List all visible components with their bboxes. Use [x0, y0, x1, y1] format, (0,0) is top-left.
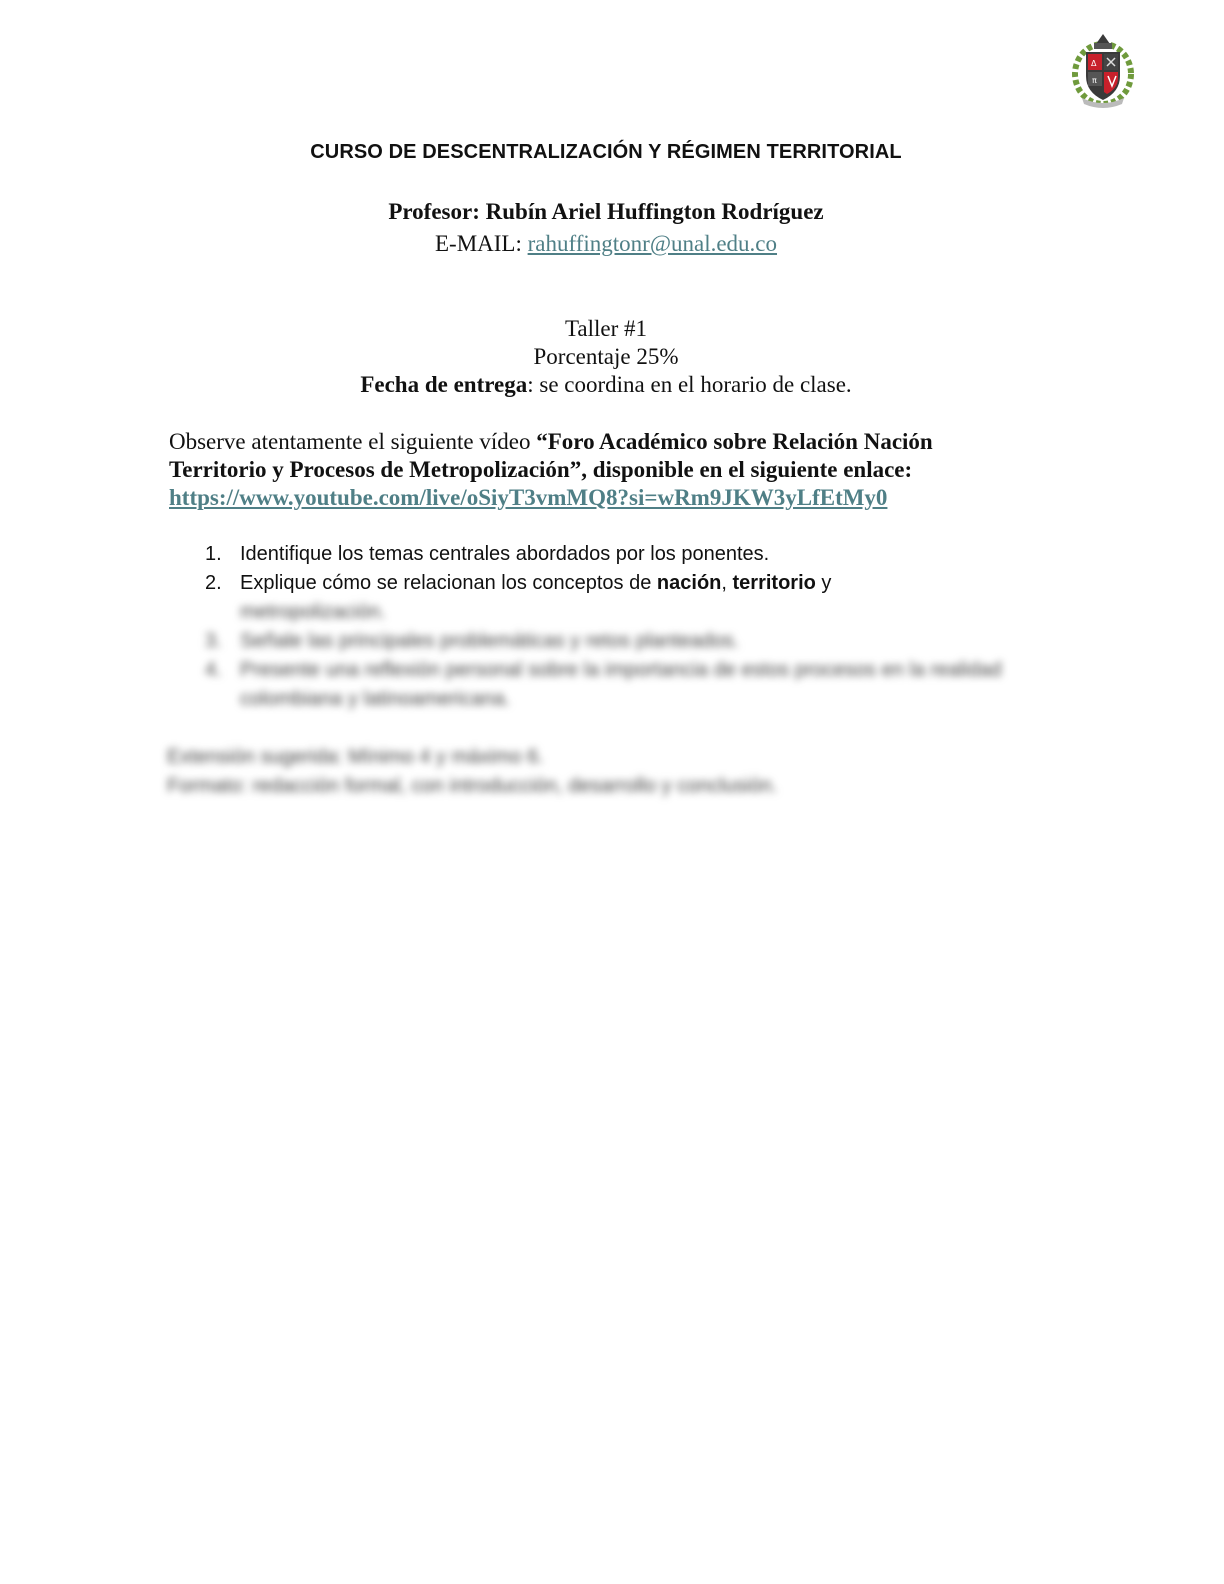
professor-label: Profesor: [388, 199, 486, 224]
question-item [205, 540, 1035, 569]
email-label: E-MAIL: [434, 231, 528, 256]
svg-text:Δ: Δ [1091, 59, 1097, 68]
question-keyword: territorio [732, 572, 816, 594]
intro-text: Observe atentamente el siguiente vídeo [169, 429, 537, 454]
question-text-part: , [721, 572, 733, 594]
question-item-blurred [205, 656, 1035, 714]
email-link[interactable]: rahuffingtonr@unal.edu.co [527, 231, 778, 256]
question-number: 2. [205, 572, 222, 594]
question-item-blurred [205, 627, 1035, 656]
due-date-label: Fecha de entrega [360, 372, 528, 397]
svg-text:π: π [1092, 76, 1097, 85]
question-list [205, 540, 1035, 714]
question-text-part: Explique cómo se relacionan los conceptos de [240, 572, 657, 594]
question-text: Presente una reflexión personal sobre la importancia de estos procesos en la realidad colombiana y latinoamericana. [240, 659, 1002, 710]
intro-paragraph [169, 428, 989, 512]
due-date-text: : se coordina en el horario de clase. [527, 372, 852, 397]
video-title: “Foro Académico sobre Relación Nación Territorio y Procesos de Metropolización”, disponible en el siguiente enlace: [169, 429, 933, 482]
question-number: 4. [205, 659, 222, 681]
course-title: CURSO DE DESCENTRALIZACIÓN Y RÉGIMEN TERRITORIAL [310, 141, 902, 163]
extra-instructions-blurred [167, 743, 887, 801]
length-instruction: Extensión sugerida: Mínimo 4 y máximo 6. [167, 746, 544, 768]
professor-line [0, 199, 1212, 225]
question-text [240, 569, 1035, 627]
question-text: Identifique los temas centrales abordados por los ponentes. [240, 543, 770, 565]
professor-name: Rubín Ariel Huffington Rodríguez [485, 199, 824, 224]
question-text: Señale las principales problemáticas y retos planteados. [240, 630, 740, 652]
blurred-text: metropolización. [240, 601, 386, 623]
video-link[interactable]: https://www.youtube.com/live/oSiyT3vmMQ8?si=wRm9JKW3yLfEtMy0 [169, 485, 888, 510]
question-number: 3. [205, 630, 222, 652]
question-keyword: nación [656, 572, 722, 594]
assignment-title: Taller #1 [564, 316, 648, 341]
question-number: 1. [205, 543, 222, 565]
due-date-line [0, 371, 1212, 399]
assignment-info [0, 315, 1212, 399]
university-crest-icon [1072, 30, 1134, 108]
email-line [0, 231, 1212, 257]
question-item [205, 569, 1035, 627]
format-instruction: Formato: redacción formal, con introducción, desarrollo y conclusión. [167, 775, 778, 797]
assignment-percentage: Porcentaje 25% [533, 344, 679, 369]
question-text-part: y [815, 572, 832, 594]
